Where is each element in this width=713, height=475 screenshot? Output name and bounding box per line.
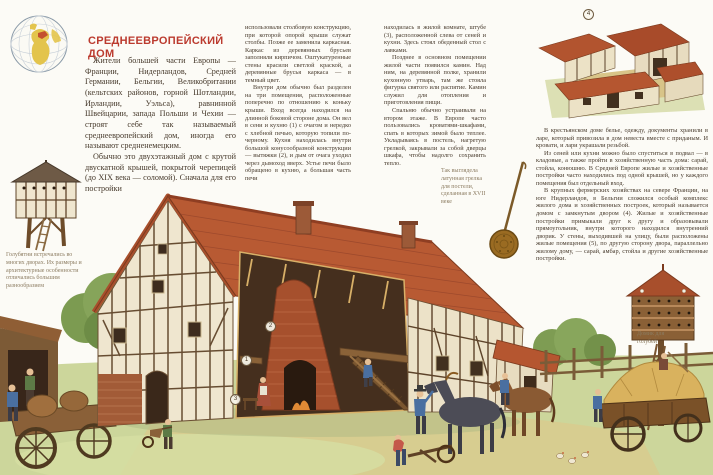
paragraph: находилась в жилой комнате, штубе (3), расположенной слева от сеней и кухни. Здесь стоял обеденный стол с лавками. xyxy=(384,24,486,54)
window xyxy=(188,322,201,337)
caption-dovecote-left: Голубятни встречались во многих дворах. Их размеры и архитектурные особенности отличались большим разнообразием xyxy=(6,252,82,290)
paragraph: Позднее в основном помещении жилой части появился камин. Над ним, на деревянной полке, хранили кухонную утварь, там же стояла фигурка святого или распятие. Камин служил для отопления и приготовления пищи. xyxy=(384,54,486,107)
globe-icon xyxy=(8,13,70,75)
paragraph: В крестьянском доме белье, одежду, документы хранили в ларе, который привозила в дом невеста вместе с приданым. И кровати, и лари украшали резьбой. xyxy=(536,127,708,150)
figure-label-stube: 3 xyxy=(230,394,241,405)
cutaway-interior xyxy=(236,252,410,418)
dovecote-left-illustration xyxy=(12,160,80,251)
text-column-3 xyxy=(384,24,486,167)
window xyxy=(436,356,449,371)
text-column-4 xyxy=(536,127,708,263)
bed-warmer-illustration xyxy=(489,158,535,266)
text-column-2 xyxy=(245,24,351,182)
paragraph: Внутри дом обычно был разделен на три помещения, расположенные поперечно по отношению к коньку крыши. Вход всегда находился на длинной боковой стороне дома. Он вел в сени и кухню (1) с очагом и нередко с хлебной печью, которую топили по-черному. Кухня находилась внутри большой конусообразной конструкции — вытяжки (2), и дым от очага уходил через дымоход вверх. Устье печи было обращено в кухню, а большая часть печи xyxy=(245,84,351,182)
attic-window xyxy=(158,244,167,254)
caption-dovecote-right: Домик для голубей xyxy=(637,331,665,345)
figure-label-kitchen: 1 xyxy=(241,355,252,366)
page-title-line2: ДОМ xyxy=(88,48,115,61)
front-door xyxy=(146,371,168,424)
paragraph: Из сеней или кухни можно было спуститься в подвал — в кладовые, а также пройти в хозяйственную часть дома: сарай, стойла, конюшню. В Средней Европе жилые и хозяйственные постройки часто находились под одной крышей, но у каждого помещения был отдельный вход. xyxy=(536,149,708,187)
paragraph: Жители большей части Европы — Франции, Нидерландов, Средней Германии, Бельгии, Великобритании (кельтских районов, горной Шотландии, Ирландии, Уэльса), равнинной Швейцарии, запада Польши и Чехии — строят себе так называемый среднеевропейский дом, иногда его называют средненемецким. xyxy=(85,56,236,151)
window xyxy=(470,361,483,376)
caption-bed-warmer: Так выглядела латунная грелка для постели, сделанная в XVII веке xyxy=(441,168,486,206)
paragraph: В крупных фермерских хозяйствах на севере Франции, на юге Нидерландов, в Бельгии сложился особый комплекс жилого дома и хозяйственных построек, который называется домом с замкнутым двором (4). Жилые и хозяйственные постройки примыкали друг к другу и образовывали прямоугольник, внутри которого находился внутренний дворик. У стены, выходившей на улицу, были расположены жилые помещения (5), по другую сторону двора, параллельно жилому дому, — сарай, амбар, стойла и другие хозяйственные постройки. xyxy=(536,187,708,263)
paragraph: использовали столбовую конструкцию, при которой опорой крыши служат столбы. Позже ее заменила каркасная. Каркас из деревянных брусьев заполняли кирпичом. Оштукатуренные стены красили светлой краской, а деревянные брусья каркаса — в темный цвет. xyxy=(245,24,351,84)
enclosed-farm-illustration xyxy=(537,10,709,125)
figure-label-enclosed-farm: 4 xyxy=(583,9,594,20)
page-title-line1: СРЕДНЕЕВРОПЕЙСКИЙ xyxy=(88,35,224,48)
window xyxy=(113,328,126,343)
paragraph: Обычно это двухэтажный дом с крутой двускатной крышей, покрытой черепицей (до XIX века — соломой). Сначала для его постройки xyxy=(85,151,236,193)
hearth-arch xyxy=(284,360,316,410)
paragraph: Спальню обычно устраивали на втором этаже. В Европе часто пользовались кроватями-шкафами, спать в которых зимой было теплее. Укладываясь в постель, нагретую грелкой, закрывали за собой дверцы шкафа, чтобы надолго сохранить тепло. xyxy=(384,107,486,167)
text-column-1 xyxy=(85,56,236,195)
figure-label-smoke-hood: 2 xyxy=(265,321,276,332)
window xyxy=(152,280,164,293)
